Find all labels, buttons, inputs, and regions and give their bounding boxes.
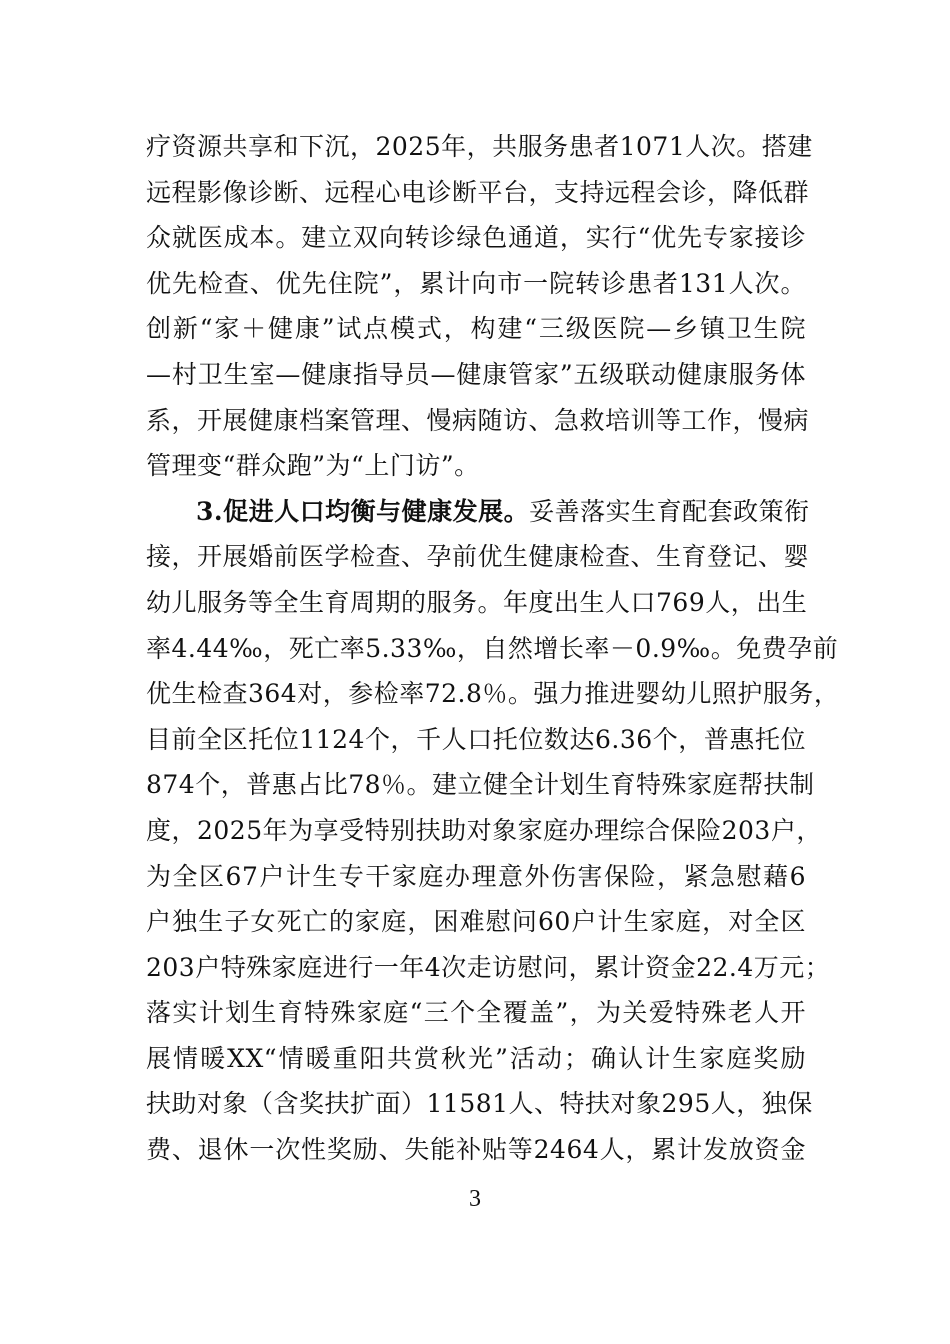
text-line: 疗资源共享和下沉，2025年，共服务患者1071人次。搭建 (146, 132, 813, 161)
text-line: 扶助对象（含奖扶扩面）11581人、特扶对象295人，独保 (146, 1089, 813, 1119)
body-text (146, 124, 840, 1173)
text-line: —村卫生室—健康指导员—健康管家”五级联动健康服务体 (146, 359, 806, 389)
text-line: 费、退休一次性奖励、失能补贴等2464人，累计发放资金 (146, 1135, 806, 1165)
text-line: 幼儿服务等全生育周期的服务。年度出生人口769人，出生 (146, 587, 808, 617)
text-line: 远程影像诊断、远程心电诊断平台，支持远程会诊，降低群 (146, 177, 810, 207)
text-line: 优生检查364对，参检率72.8％。强力推进婴幼儿照护服务， (146, 679, 840, 709)
text-line: 874个，普惠占比78％。建立健全计划生育特殊家庭帮扶制 (146, 770, 815, 800)
section-heading: 3.促进人口均衡与健康发展。 (196, 496, 530, 526)
text-line: 优先检查、优先住院”，累计向市一院转诊患者131人次。 (146, 268, 806, 298)
text-line: 为全区67户计生专干家庭办理意外伤害保险，紧急慰藉6 (146, 861, 806, 891)
text-line: 落实计划生育特殊家庭“三个全覆盖”，为关爱特殊老人开 (146, 998, 806, 1028)
text-line: 率4.44‰，死亡率5.33‰，自然增长率－0.9‰。免费孕前 (146, 633, 839, 663)
text-line: 度，2025年为享受特别扶助对象家庭办理综合保险203户， (146, 815, 822, 845)
text-line: 展情暖XX“情暖重阳共赏秋光”活动；确认计生家庭奖励 (146, 1043, 806, 1073)
text-line: 目前全区托位1124个，千人口托位数达6.36个，普惠托位 (146, 724, 806, 754)
section-first-line (146, 489, 810, 535)
page-number: 3 (469, 1186, 481, 1212)
text-line: 户独生子女死亡的家庭，困难慰问60户计生家庭，对全区 (146, 907, 806, 937)
text-line: 接，开展婚前医学检查、孕前优生健康检查、生育登记、婴 (146, 542, 810, 572)
text-line: 创新“家＋健康”试点模式，构建“三级医院—乡镇卫生院 (146, 314, 806, 344)
section-first-line-text: 妥善落实生育配套政策衔 (529, 496, 810, 526)
text-line: 众就医成本。建立双向转诊绿色通道，实行“优先专家接诊 (146, 223, 806, 253)
text-line: 203户特殊家庭进行一年4次走访慰问，累计资金22.4万元； (146, 952, 831, 982)
text-line: 管理变“群众跑”为“上门访”。 (146, 451, 480, 481)
text-line: 系，开展健康档案管理、慢病随访、急救培训等工作，慢病 (146, 405, 810, 435)
